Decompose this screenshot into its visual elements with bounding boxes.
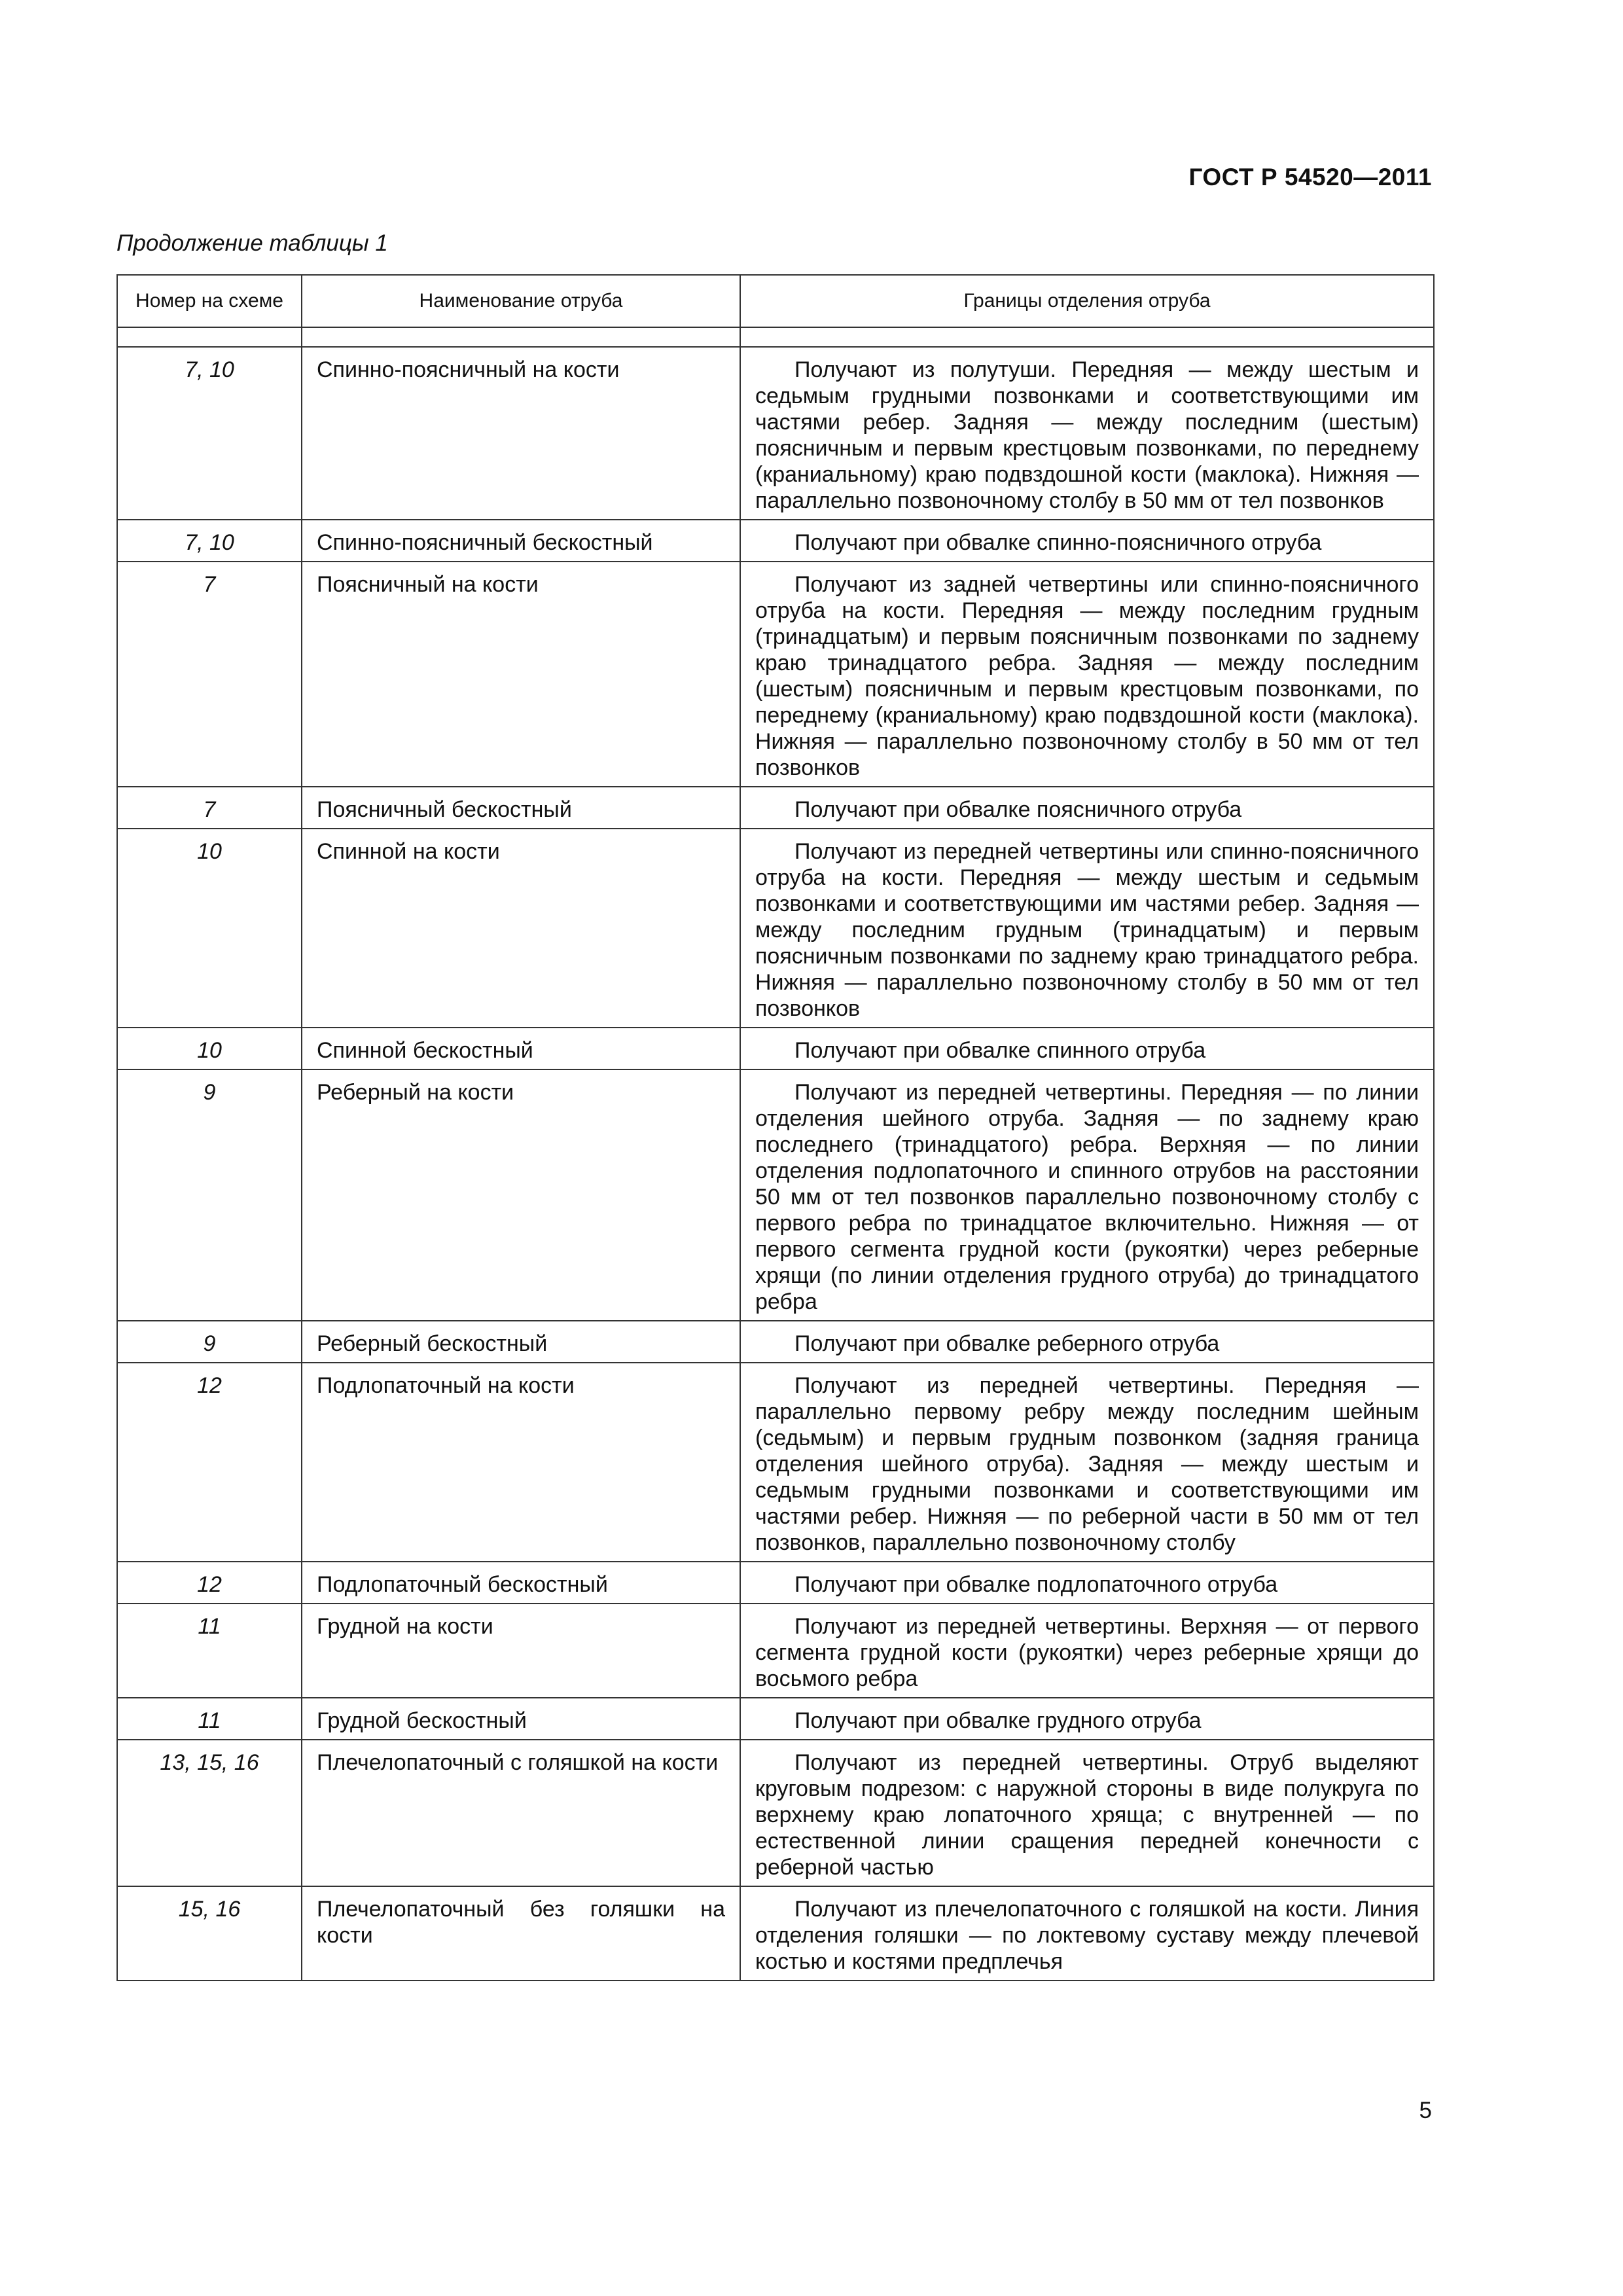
header-cut-boundaries: Границы отделения отруба [740,275,1434,327]
table-row [117,520,1434,562]
cut-name-cell: Спинной на кости [302,829,740,1028]
table-row [117,1562,1434,1604]
table-row [117,1321,1434,1363]
cut-name-cell: Грудной на кости [302,1604,740,1698]
cut-name-cell: Подлопаточный на кости [302,1363,740,1562]
scheme-number-cell: 11 [117,1604,302,1698]
scheme-number-cell: 12 [117,1562,302,1604]
header-divider [117,327,1434,347]
scheme-number-cell: 11 [117,1698,302,1740]
scheme-number-cell: 12 [117,1363,302,1562]
table-row [117,1028,1434,1069]
cut-name-cell: Поясничный на кости [302,562,740,787]
cut-name-cell: Спинно-поясничный на кости [302,347,740,520]
cut-boundaries-cell: Получают при обвалке реберного отруба [740,1321,1434,1363]
scheme-number-cell: 9 [117,1069,302,1321]
table-caption: Продолжение таблицы 1 [116,230,388,256]
scheme-number-cell: 7 [117,787,302,829]
table-row [117,829,1434,1028]
scheme-number-cell: 7 [117,562,302,787]
table-row [117,1604,1434,1698]
table-row [117,1698,1434,1740]
cut-name-cell: Подлопаточный бескостный [302,1562,740,1604]
cut-boundaries-cell: Получают из передней четвертины. Верхняя — от первого сегмента грудной кости (рукоятки) через реберные хрящи до восьмого ребра [740,1604,1434,1698]
cut-boundaries-cell: Получают из плечелопаточного с голяшкой на кости. Линия отделения голяшки — по локтевому суставу между плечевой костью и костями предплечья [740,1886,1434,1981]
table-row [117,562,1434,787]
document-code: ГОСТ Р 54520—2011 [1188,164,1432,190]
scheme-number-cell: 13, 15, 16 [117,1740,302,1886]
table-header-row [117,275,1434,327]
cut-boundaries-cell: Получают из передней четвертины или спинно-поясничного отруба на кости. Передняя — между шестым и седьмым позвонками и соответствующими им частями ребер. Задняя — между последним грудным (тринадцатым) и первым поясничным позвонками по заднему краю тринадцатого ребра. Нижняя — параллельно позвоночному столбу в 50 мм от тел позвонков [740,829,1434,1028]
cut-boundaries-cell: Получают из передней четвертины. Передняя — параллельно первому ребру между последним шейным (седьмым) и первым грудным позвонком (задняя граница отделения шейного отруба). Задняя — между шестым и седьмым грудными позвонками и соответствующими им частями ребер. Нижняя — по реберной части в 50 мм от тел позвонков, параллельно позвоночному столбу [740,1363,1434,1562]
header-scheme-number: Номер на схеме [117,275,302,327]
cut-boundaries-cell: Получают при обвалке спинного отруба [740,1028,1434,1069]
scheme-number-cell: 7, 10 [117,347,302,520]
table-row [117,347,1434,520]
table-row [117,1740,1434,1886]
cut-name-cell: Реберный на кости [302,1069,740,1321]
table-row [117,1069,1434,1321]
cut-boundaries-cell: Получают из передней четвертины. Передняя — по линии отделения шейного отруба. Задняя — по заднему краю последнего (тринадцатого) ребра. Верхняя — по линии отделения подлопаточного и спинного отрубов на расстоянии 50 мм от тел позвонков параллельно позвоночному столбу с первого ребра по тринадцатое включительно. Нижняя — от первого сегмента грудной кости (рукоятки) через реберные хрящи (по линии отделения грудного отруба) до тринадцатого ребра [740,1069,1434,1321]
table-row [117,1363,1434,1562]
cut-name-cell: Плечелопаточный с голяшкой на кости [302,1740,740,1886]
cut-name-cell: Поясничный бескостный [302,787,740,829]
scheme-number-cell: 9 [117,1321,302,1363]
scheme-number-cell: 7, 10 [117,520,302,562]
cut-boundaries-cell: Получают из полутуши. Передняя — между шестым и седьмым грудными позвонками и соответствующими им частями ребер. Задняя — между последним (шестым) поясничным и первым крестцовым позвонками, по переднему (краниальному) краю подвздошной кости (маклока). Нижняя — параллельно позвоночному столбу в 50 мм от тел позвонков [740,347,1434,520]
scheme-number-cell: 10 [117,1028,302,1069]
scheme-number-cell: 15, 16 [117,1886,302,1981]
table-row [117,1886,1434,1981]
scheme-number-cell: 10 [117,829,302,1028]
header-cut-name: Наименование отруба [302,275,740,327]
cut-name-cell: Реберный бескостный [302,1321,740,1363]
cut-name-cell: Спинной бескостный [302,1028,740,1069]
table-row [117,787,1434,829]
cut-name-cell: Плечелопаточный без голяшки на кости [302,1886,740,1981]
cut-boundaries-cell: Получают при обвалке подлопаточного отруба [740,1562,1434,1604]
cut-boundaries-cell: Получают при обвалке спинно-поясничного отруба [740,520,1434,562]
cuts-table [116,274,1435,1981]
cut-name-cell: Спинно-поясничный бескостный [302,520,740,562]
cut-boundaries-cell: Получают из задней четвертины или спинно-поясничного отруба на кости. Передняя — между последним грудным (тринадцатым) и первым поясничным позвонками по заднему краю тринадцатого ребра. Задняя — между последним (шестым) поясничным и первым крестцовым позвонками, по переднему (краниальному) краю подвздошной кости (маклока). Нижняя — параллельно позвоночному столбу в 50 мм от тел позвонков [740,562,1434,787]
page-number: 5 [1419,2098,1432,2123]
cut-boundaries-cell: Получают при обвалке поясничного отруба [740,787,1434,829]
cut-boundaries-cell: Получают из передней четвертины. Отруб выделяют круговым подрезом: с наружной стороны в виде полукруга по верхнему краю лопаточного хряща; с внутренней — по естественной линии сращения передней конечности с реберной частью [740,1740,1434,1886]
cut-name-cell: Грудной бескостный [302,1698,740,1740]
cut-boundaries-cell: Получают при обвалке грудного отруба [740,1698,1434,1740]
